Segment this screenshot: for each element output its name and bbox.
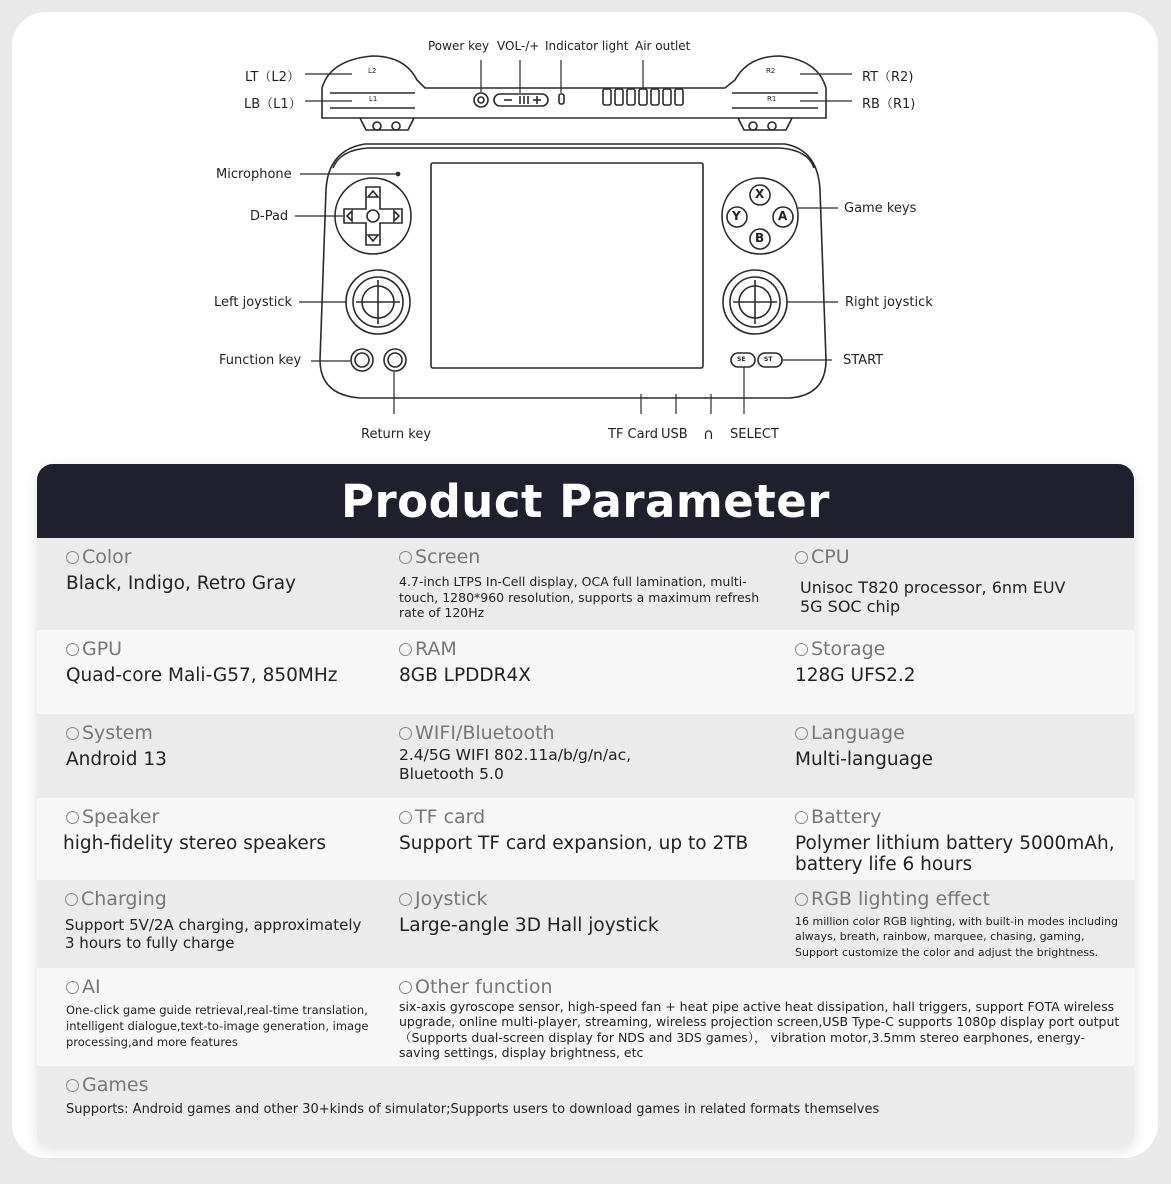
param-row-2 (37, 630, 1134, 714)
param-value: Large-angle 3D Hall joystick (399, 915, 659, 936)
param-title: Battery (811, 806, 882, 828)
top-view-outline (322, 56, 826, 130)
param-title: WIFI/Bluetooth (415, 722, 555, 744)
param-row-7 (37, 1066, 1134, 1146)
label-start: START (843, 353, 884, 368)
param-storage (795, 630, 1095, 687)
param-games (66, 1066, 1106, 1118)
param-value: Multi-language (795, 749, 934, 770)
param-color (66, 538, 386, 595)
param-title: RAM (415, 638, 457, 660)
label-rt: RT（R2) (862, 70, 914, 85)
param-title: Other function (415, 976, 553, 998)
param-value: Support 5V/2A charging, approximately 3 hours to fully charge (65, 916, 362, 952)
r1-mark: R1 (767, 95, 777, 103)
param-cpu (795, 538, 1095, 616)
panel-header (37, 464, 1134, 538)
param-system (66, 714, 386, 771)
label-tf-card: TF Card (608, 427, 658, 442)
label-lt: LT（L2） (245, 70, 300, 85)
label-dpad: D-Pad (250, 209, 289, 224)
param-tf-card (399, 798, 784, 855)
label-right-joystick: Right joystick (845, 295, 933, 310)
label-game-keys: Game keys (844, 201, 917, 216)
label-function-key: Function key (219, 353, 302, 368)
param-value: One-click game guide retrieval,real-time translation, intelligent dialogue,text-to-image generation, image processing,and more features (66, 1003, 369, 1050)
param-row-1 (37, 538, 1134, 630)
param-value: 16 million color RGB lighting, with built-in modes including always, breath, rainbow, marquee, chasing, gaming, Support customize the color and adjust the brightness. (795, 915, 1119, 959)
bullet-ring-icon (66, 551, 79, 564)
param-title: Storage (811, 638, 886, 660)
param-row-5 (37, 880, 1134, 968)
param-charging (65, 880, 375, 952)
param-title: Screen (415, 546, 481, 568)
label-left-joystick: Left joystick (214, 295, 293, 310)
label-power-key: Power key (428, 39, 490, 53)
param-value: 4.7-inch LTPS In-Cell display, OCA full lamination, multi-touch, 1280*960 resolution, supports a maximum refresh rate of 120Hz (399, 574, 760, 621)
param-value: Quad-core Mali-G57, 850MHz (66, 665, 338, 686)
param-title: AI (82, 976, 101, 998)
y-button-label: Y (732, 209, 741, 223)
l1-mark: L1 (369, 95, 378, 103)
label-vol: VOL-/+ (497, 39, 540, 53)
param-title: System (82, 722, 153, 744)
st-key-label: ST (764, 356, 773, 363)
param-value: Supports: Android games and other 30+kinds of simulator;Supports users to download games in related formats themselves (66, 1102, 880, 1117)
front-view-outline (320, 144, 826, 398)
param-screen (399, 538, 784, 621)
bullet-ring-icon (795, 551, 808, 564)
param-ram (399, 630, 784, 687)
bullet-ring-icon (66, 811, 79, 824)
bullet-ring-icon (66, 643, 79, 656)
param-title: GPU (82, 638, 123, 660)
param-battery (795, 798, 1130, 875)
label-microphone: Microphone (216, 167, 292, 182)
param-value: six-axis gyroscope sensor, high-speed fan + heat pipe active heat dissipation, hall triggers, support FOTA wireless upgrade, online multi-player, streaming, wireless projection screen,USB Type-C supports 1080p display port output（Supports dual-screen display for NDS and 3DS games）， vibration motor,3.5mm stereo earphones, energy-saving settings, display brightness, etc (399, 999, 1120, 1060)
param-rgb-lighting (795, 880, 1130, 960)
r2-mark: R2 (766, 67, 776, 75)
param-speaker (63, 798, 393, 855)
param-ai (66, 968, 386, 1050)
param-wifi-bluetooth (399, 714, 699, 783)
bullet-ring-icon (66, 981, 79, 994)
param-value: 128G UFS2.2 (795, 665, 916, 686)
param-joystick (399, 880, 784, 937)
bullet-ring-icon (795, 893, 808, 906)
bullet-ring-icon (399, 893, 412, 906)
param-title: Language (811, 722, 905, 744)
bullet-ring-icon (795, 811, 808, 824)
x-button-label: X (755, 187, 765, 201)
label-air-outlet: Air outlet (635, 39, 691, 53)
product-parameter-panel (37, 464, 1134, 1146)
param-value: Support TF card expansion, up to 2TB (399, 833, 749, 854)
label-rb: RB（R1) (862, 97, 916, 112)
param-row-4 (37, 798, 1134, 880)
param-value: 8GB LPDDR4X (399, 665, 531, 686)
b-button-label: B (755, 231, 765, 245)
param-title: TF card (415, 806, 486, 828)
param-title: Color (82, 546, 132, 568)
bullet-ring-icon (399, 981, 412, 994)
param-other-function (399, 968, 1121, 1060)
device-diagram (0, 0, 1171, 460)
param-value: Polymer lithium battery 5000mAh, battery life 6 hours (795, 833, 1115, 875)
param-value: Black, Indigo, Retro Gray (66, 573, 296, 594)
param-language (795, 714, 1095, 771)
bullet-ring-icon (795, 643, 808, 656)
label-usb: USB (661, 427, 688, 442)
label-indicator-light: Indicator light (545, 39, 629, 53)
param-row-3 (37, 714, 1134, 798)
bullet-ring-icon (66, 727, 79, 740)
param-title: Games (82, 1074, 149, 1096)
l2-mark: L2 (368, 67, 377, 75)
param-title: RGB lighting effect (811, 888, 990, 910)
param-value: 2.4/5G WIFI 802.11a/b/g/n/ac, Bluetooth 5.0 (399, 746, 632, 783)
bullet-ring-icon (399, 551, 412, 564)
a-button-label: A (778, 209, 788, 223)
se-key-label: SE (737, 356, 746, 363)
param-gpu (66, 630, 386, 687)
bullet-ring-icon (795, 727, 808, 740)
label-select: SELECT (730, 427, 779, 442)
param-value: high-fidelity stereo speakers (63, 833, 326, 854)
bullet-ring-icon (399, 811, 412, 824)
param-title: Joystick (415, 888, 488, 910)
bullet-ring-icon (399, 727, 412, 740)
param-title: CPU (811, 546, 850, 568)
param-title: Speaker (82, 806, 160, 828)
bullet-ring-icon (66, 1079, 79, 1092)
param-title: Charging (81, 888, 167, 910)
label-lb: LB（L1） (244, 97, 302, 112)
bullet-ring-icon (65, 893, 78, 906)
device-drawing (0, 0, 1171, 460)
panel-title: Product Parameter (340, 474, 831, 528)
param-value: Android 13 (66, 749, 167, 770)
bullet-ring-icon (399, 643, 412, 656)
param-value: Unisoc T820 processor, 6nm EUV 5G SOC chip (800, 578, 1066, 617)
label-return-key: Return key (361, 427, 432, 442)
param-row-6 (37, 968, 1134, 1066)
headphone-icon: ∩ (703, 425, 714, 443)
